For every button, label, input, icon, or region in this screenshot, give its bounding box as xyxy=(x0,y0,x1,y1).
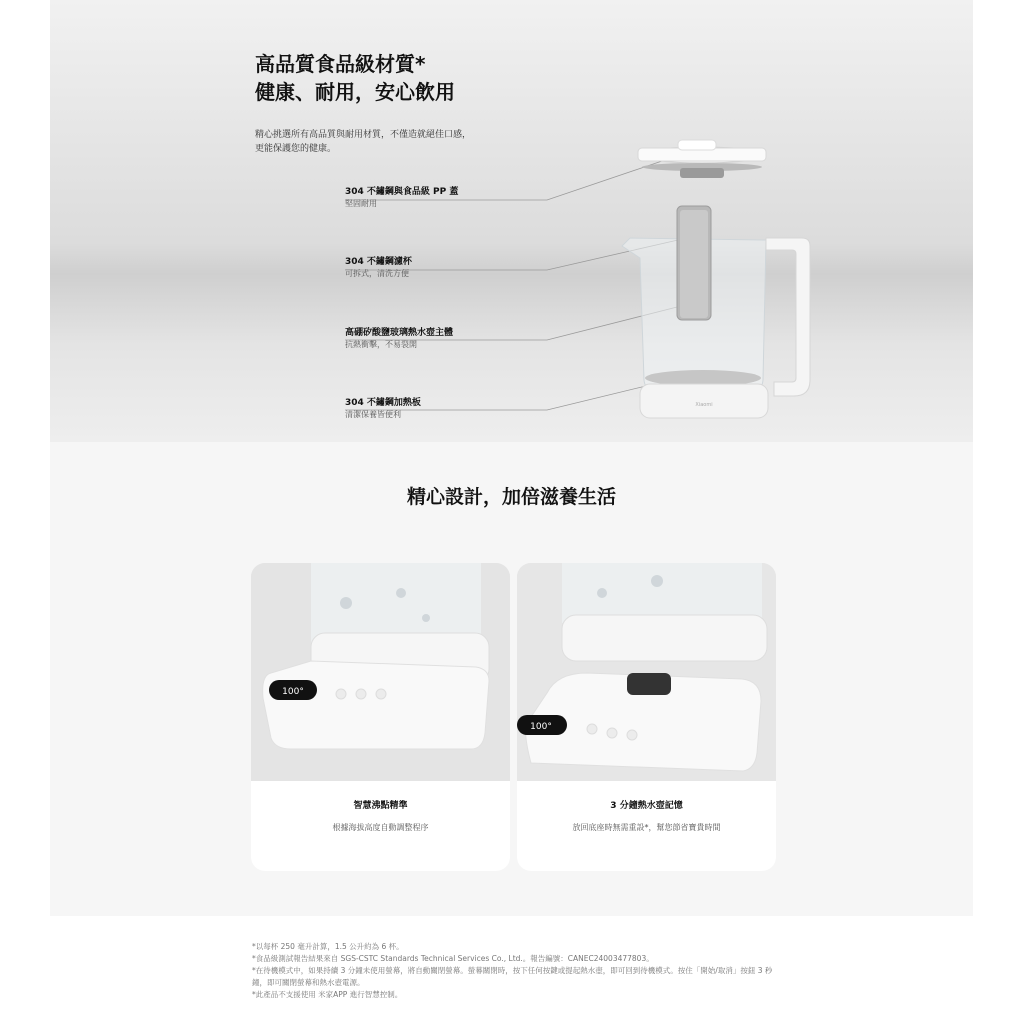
hero-title-line2: 健康、耐用，安心飲用 xyxy=(255,80,455,104)
footnotes xyxy=(252,941,782,1001)
kettle-illustration xyxy=(50,0,973,442)
spec-body xyxy=(345,327,565,351)
hero-description: 精心挑選所有高品質與耐用材質，不僅造就絕佳口感，更能保護您的健康。 xyxy=(255,130,472,154)
spec-lid xyxy=(345,186,565,210)
hero-title-line1: 高品質食品級材質* xyxy=(255,52,426,76)
display-temp: 100° xyxy=(282,687,304,697)
spec-desc: 堅固耐用 xyxy=(345,199,377,208)
hero-section xyxy=(50,0,973,442)
section-title: 精心設計，加倍滋養生活 xyxy=(406,486,616,508)
hero-title xyxy=(255,50,455,106)
spec-name: 高硼矽酸鹽玻璃熱水壺主體 xyxy=(345,328,454,338)
card-subtitle: 放回底座時無需重設*，幫您節省寶貴時間 xyxy=(572,823,721,832)
page-frame xyxy=(50,0,973,916)
spec-desc: 抗熱衝擊，不易裂開 xyxy=(345,340,417,349)
footnote: *在待機模式中，如果持續 3 分鐘未使用螢幕，將自動關閉螢幕。螢幕關閉時，按下任何按鍵或提起熱水壺，即可回到待機模式。按住「開始/取消」按鈕 3 秒鐘，即可關閉螢幕和熱水壺電源。 xyxy=(252,966,773,987)
spec-desc: 可拆式，清洗方便 xyxy=(345,269,409,278)
card-image-base-display xyxy=(251,563,510,781)
spec-name: 304 不鏽鋼濾杯 xyxy=(345,257,412,267)
card-subtitle: 根據海拔高度自動調整程序 xyxy=(332,823,429,832)
spec-name: 304 不鏽鋼加熱板 xyxy=(345,398,421,408)
spec-name: 304 不鏽鋼與食品級 PP 蓋 xyxy=(345,187,459,197)
kettle-brand: Xiaomi xyxy=(695,402,713,408)
spec-filter xyxy=(345,256,565,280)
spec-desc: 清潔保養皆便利 xyxy=(345,410,401,419)
footnote: *以每杯 250 毫升計算，1.5 公升約為 6 杯。 xyxy=(252,942,404,951)
card-image-kettle-lift xyxy=(517,563,776,781)
footnote: *此產品不支援使用 米家APP 進行智慧控制。 xyxy=(252,990,403,999)
lid-illustration xyxy=(638,140,766,178)
kettle-body-illustration xyxy=(622,206,810,418)
display-temp: 100° xyxy=(530,722,552,732)
footnote: *食品級測試報告結果來自 SGS-CSTC Standards Technical Services Co., Ltd.。報告編號：CANEC24003477803。 xyxy=(252,954,654,963)
features-section xyxy=(50,442,973,916)
card-title: 智慧沸點精準 xyxy=(353,801,408,811)
spec-plate xyxy=(345,397,565,421)
card-title: 3 分鐘熱水壺記憶 xyxy=(610,801,683,811)
